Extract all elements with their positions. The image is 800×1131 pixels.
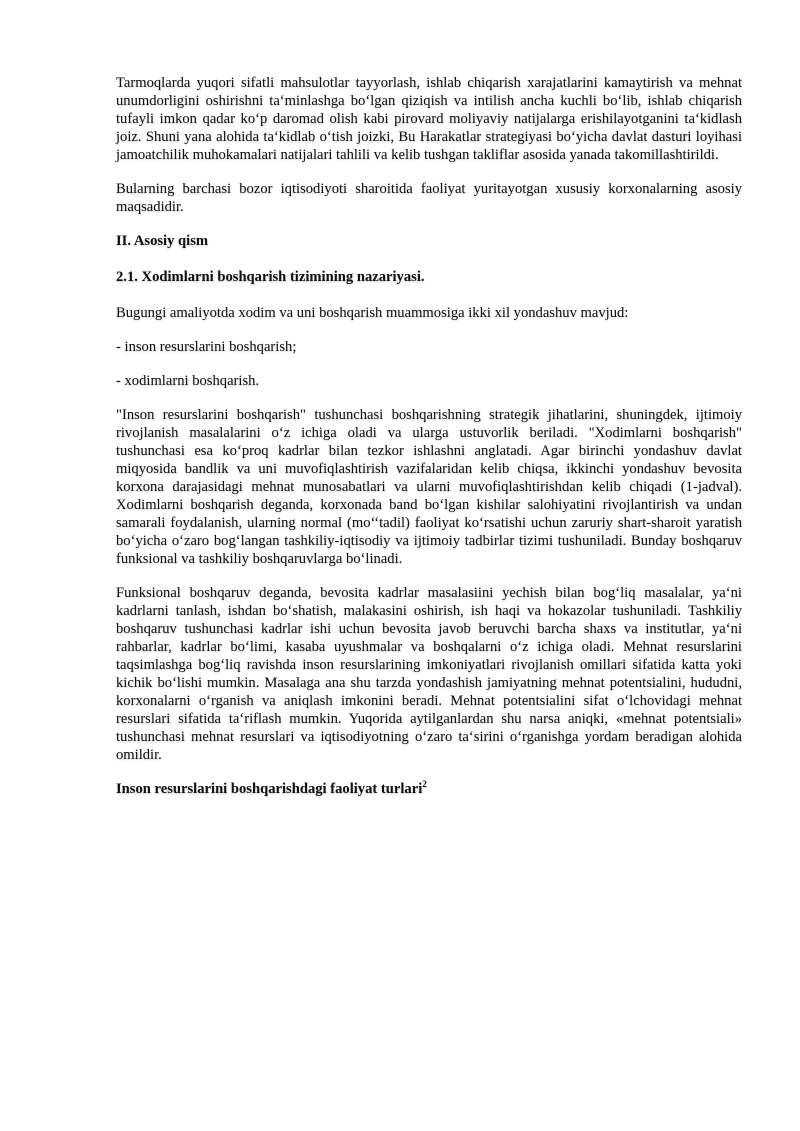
summary-paragraph: Bularning barchasi bozor iqtisodiyoti sharoitida faoliyat yuritayotgan xususiy korxonalarning asosiy maqsadidir.: [116, 181, 742, 215]
footnote-marker[interactable]: 2: [422, 779, 427, 790]
functional-management-paragraph: Funksional boshqaruv deganda, bevosita kadrlar masalasiini yechish bilan bog‘liq masalalar, ya‘ni kadrlarni tanlash, ishdan bo‘shatish, malakasini oshirish, ish haqi va hokazolar tushuniladi. Tashkiliy boshqaruv tushunchasi kadrlar ishi uchun bevosita javob beruvchi barcha shaxs va institutlar, ya‘ni rahbarlar, kadrlar bo‘limi, kasaba uyushmalar va boshqalarni o‘z ichiga oladi. Mehnat resurslarini taqsimlashga bog‘liq ravishda inson resurslarining imkoniyatlari rivojlanish omillari sifatida katta yoki kichik bo‘lishi mumkin. Masalaga ana shu tarzda yondashish jamiyatning mehnat potentsialini, hududni, korxonalarni o‘rganish va aniqlash imkonini beradi. Mehnat potentsialini sifat o‘lchovidagi mehnat resurslari sifatida ta‘riflash mumkin. Yuqorida aytilganlardan shu narsa aniqki, «mehnat potentsiali» tushunchasi mehnat resurslari va iqtisodiyotning o‘zaro ta‘sirini o‘rganishga yordam beradigan alohida omildir.: [116, 585, 742, 763]
list-item-hr-management: - inson resurslarini boshqarish;: [116, 339, 297, 355]
list-item-staff-management: - xodimlarni boshqarish.: [116, 373, 260, 389]
concepts-paragraph: "Inson resurslarini boshqarish" tushunchasi boshqarishning strategik jihatlarini, shuningdek, ijtimoiy rivojlanish masalalarini o‘z ichiga oladi va ularga ustuvorlik beriladi. "Xodimlarni boshqarish" tushunchasi esa ko‘proq kadrlar bilan tezkor ishlashni anglatadi. Agar birinchi yondashuv davlat miqyosida bandlik va uni muvofiqlashtirish vazifalaridan kelib chiqsa, ikkinchi yondashuv bevosita korxona darajasidagi mehnat munosabatlari va ularni muvofiqlashtirishdan kelib chiqadi (1-jadval). Xodimlarni boshqarish deganda, korxonada band bo‘lgan kishilar salohiyatini rivojlantirish va undan samarali foydalanish, ularning normal (mo‘‘tadil) faoliyat ko‘rsatishi uchun zaruriy shart-sharoit yaratish bo‘yicha o‘zaro bog‘langan tashkiliy-iqtisodiy va ijtimoiy tadbirlar tizimi tushuniladi. Bunday boshqaruv funksional va tashkiliy boshqaruvlarga bo‘linadi.: [116, 407, 742, 567]
subsection-heading: 2.1. Xodimlarni boshqarish tizimining nazariyasi.: [116, 269, 425, 285]
section-heading: II. Asosiy qism: [116, 233, 209, 249]
activity-types-heading: [116, 780, 742, 798]
activity-types-heading-text: Inson resurslarini boshqarishdagi faoliyat turlari: [116, 781, 423, 797]
intro-paragraph: Tarmoqlarda yuqori sifatli mahsulotlar tayyorlash, ishlab chiqarish xarajatlarini kamaytirish va mehnat unumdorligini oshirishni ta‘minlashga bo‘lgan qiziqish va intilish ancha kuchli bo‘lib, ishlab chiqarish tufayli imkon qadar ko‘p daromad olish kabi pirovard moliyaviy natijalarga erishilayotganini ta‘kidlash joiz. Shuni yana alohida ta‘kidlab o‘tish joizki, Bu Harakatlar strategiyasi bo‘yicha davlat dasturi loyihasi jamoatchilik muhokamalari natijalari tahlili va kelib tushgan takliflar asosida yanada takomillashtirildi.: [116, 75, 742, 163]
document-page: [116, 74, 742, 816]
approaches-intro: Bugungi amaliyotda xodim va uni boshqarish muammosiga ikki xil yondashuv mavjud:: [116, 305, 629, 321]
